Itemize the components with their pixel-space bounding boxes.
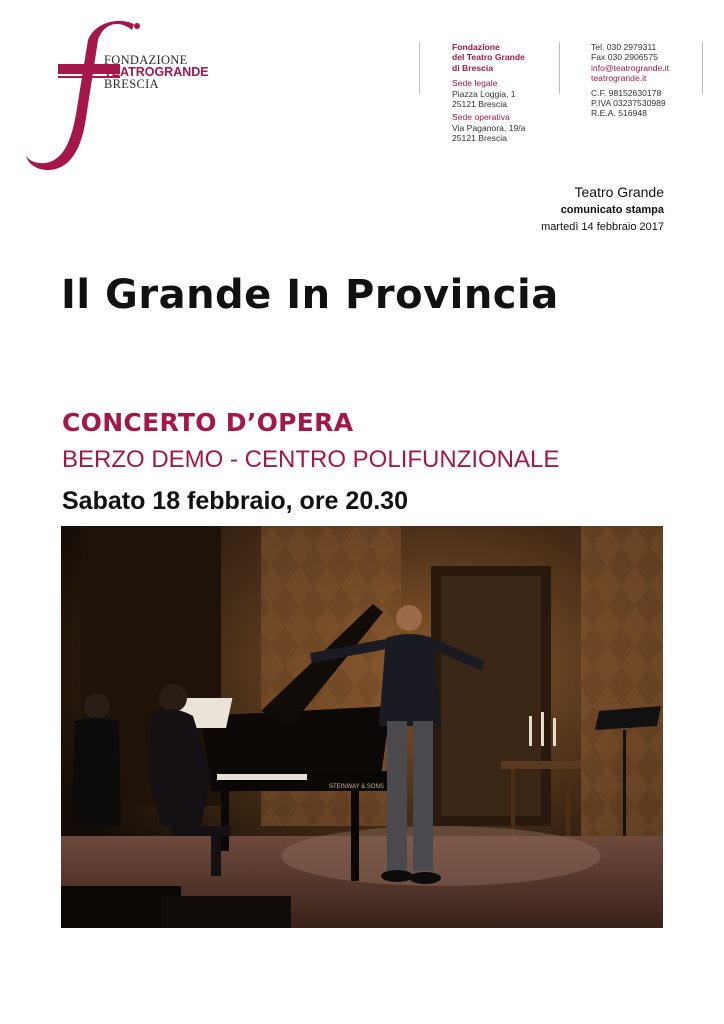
contacts-block xyxy=(591,42,669,119)
legal-seat-street: Piazza Loggia, 1 xyxy=(452,88,516,99)
org-line-2: del Teatro Grande xyxy=(452,52,525,63)
header-date: martedì 14 febbraio 2017 xyxy=(541,221,664,233)
rea-number: R.E.A. 516948 xyxy=(591,108,647,119)
header-doc-type: comunicato stampa xyxy=(560,204,664,216)
foundation-logo xyxy=(20,18,230,183)
operational-seat-street: Via Paganora, 19/a xyxy=(452,122,526,133)
operational-seat-city: 25121 Brescia xyxy=(452,133,507,144)
org-line-1: Fondazione xyxy=(452,42,500,52)
vat-number: P.IVA 03237530989 xyxy=(591,98,666,109)
concert-photo xyxy=(61,526,663,928)
divider-right xyxy=(702,42,703,94)
logo-line-fondazione: FONDAZIONE xyxy=(104,53,188,67)
operational-seat-label: Sede operativa xyxy=(452,112,510,123)
legal-seat-label: Sede legale xyxy=(452,78,498,89)
event-datetime: Sabato 18 febbraio, ore 20.30 xyxy=(62,487,408,515)
event-venue: BERZO DEMO - CENTRO POLIFUNZIONALE xyxy=(62,446,560,473)
press-release-header xyxy=(541,182,664,235)
piano-brand: STEINWAY & SONS xyxy=(329,784,384,790)
divider-left xyxy=(419,42,420,94)
phone-number: Tel. 030 2979311 xyxy=(591,42,657,52)
f-clef-logo-icon xyxy=(20,18,230,183)
concert-scene-illustration xyxy=(61,526,663,928)
divider-middle xyxy=(559,42,560,94)
logo-line-teatrogrande: TEATROGRANDE xyxy=(104,65,209,79)
fax-number: Fax 030 2906575 xyxy=(591,52,658,63)
page-title: Il Grande In Provincia xyxy=(61,272,559,318)
email-link[interactable]: info@teatrogrande.it xyxy=(591,62,669,73)
header-org: Teatro Grande xyxy=(574,184,664,200)
org-line-3: di Brescia xyxy=(452,62,494,73)
fiscal-code: C.F. 98152630178 xyxy=(591,87,662,98)
logo-line-brescia: BRESCIA xyxy=(104,77,159,91)
legal-seat-city: 25121 Brescia xyxy=(452,99,507,110)
logo-wordmark xyxy=(104,54,209,90)
event-subtitle: CONCERTO D’OPERA xyxy=(62,408,354,437)
address-block xyxy=(452,42,525,144)
website-link[interactable]: teatrogrande.it xyxy=(591,73,647,84)
